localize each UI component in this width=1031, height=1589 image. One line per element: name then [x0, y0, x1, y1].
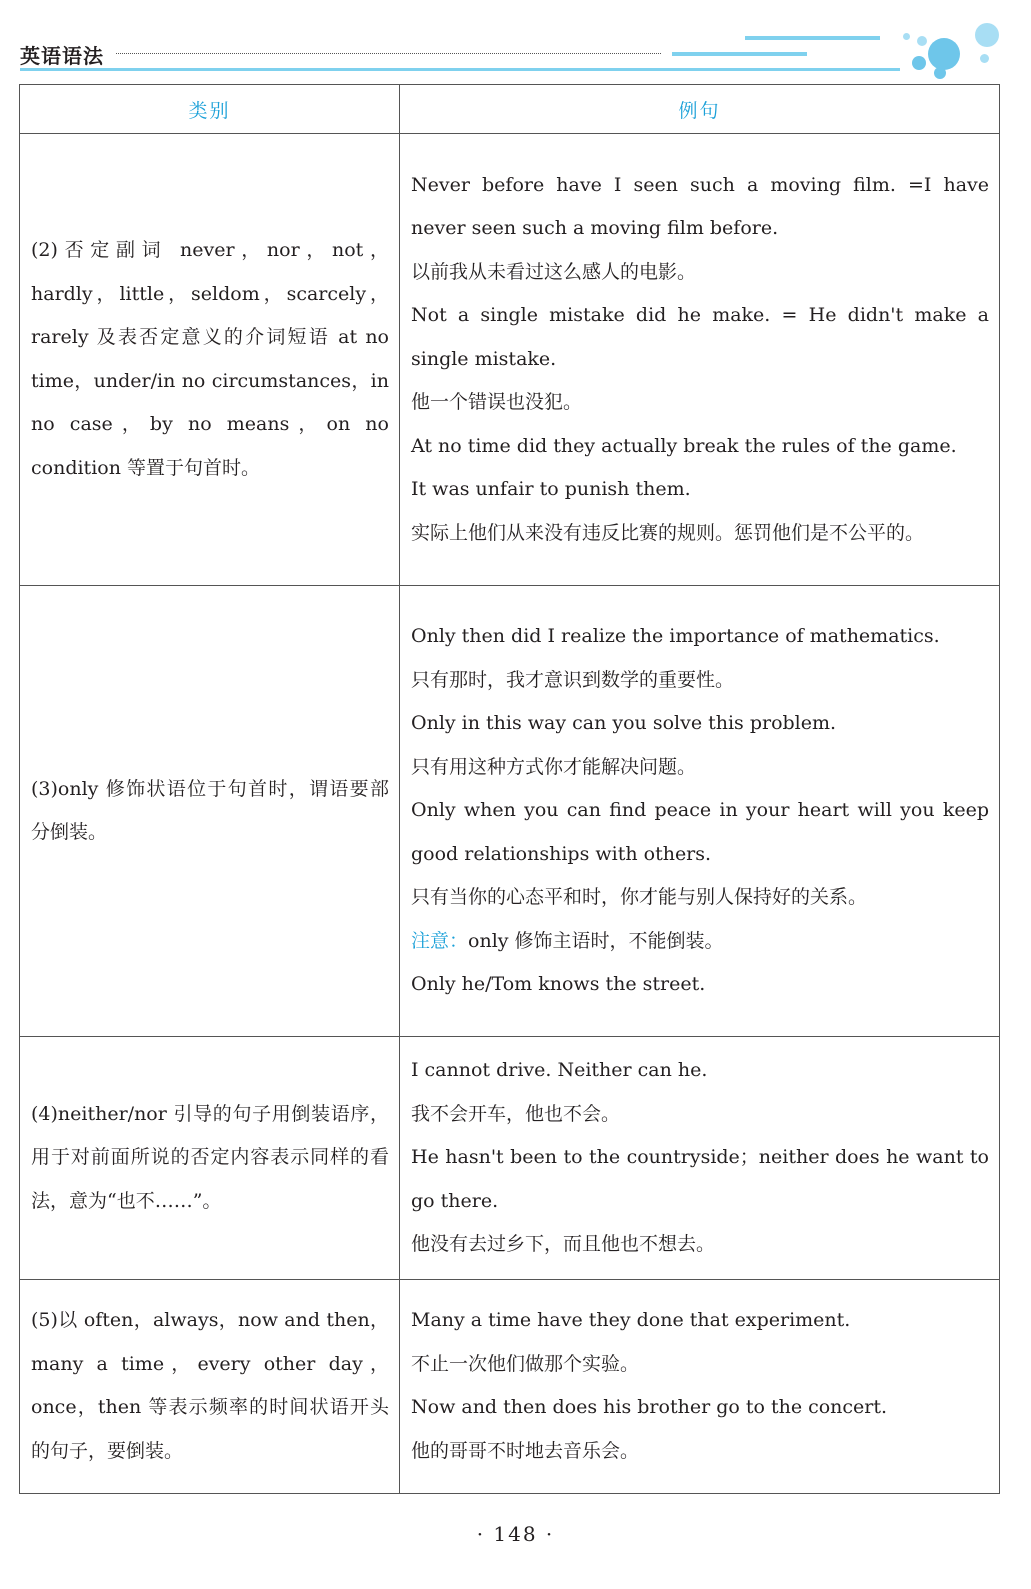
page-header	[0, 0, 1031, 85]
example-line: Only when you can find peace in your heart will you keep good relationships with others.	[411, 799, 989, 865]
category-cell: (5)以 often，always，now and then，many a time，every other day，once，then 等表示频率的时间状语开头的句子，要倒装。	[20, 1279, 400, 1493]
example-cell	[400, 134, 1000, 586]
example-cell	[400, 1037, 1000, 1280]
example-line: Only in this way can you solve this problem.	[411, 712, 837, 735]
example-line: 他一个错误也没犯。	[411, 391, 583, 414]
decor-bubble	[912, 56, 926, 70]
example-line: He hasn't been to the countryside；neither does he want to go there.	[411, 1146, 989, 1212]
column-header-example: 例句	[400, 85, 1000, 134]
header-accent-line-3	[20, 68, 900, 71]
decor-bubble	[917, 36, 927, 46]
decor-bubble	[934, 67, 946, 79]
table-row	[20, 586, 1000, 1037]
example-line: Not a single mistake did he make. = He didn't make a single mistake.	[411, 304, 989, 370]
example-line: Only he/Tom knows the street.	[411, 973, 706, 996]
example-line: 他没有去过乡下，而且他也不想去。	[411, 1233, 716, 1255]
note-label: 注意：	[411, 929, 469, 952]
example-line: Now and then does his brother go to the concert.	[411, 1396, 888, 1418]
example-line: 我不会开车，他也不会。	[411, 1102, 621, 1125]
grammar-table	[19, 84, 1000, 1494]
example-line: Only then did I realize the importance of mathematics.	[411, 625, 940, 648]
column-header-category: 类别	[20, 85, 400, 134]
book-title: 英语语法	[20, 44, 104, 68]
header-dotted-rule	[116, 53, 661, 54]
decor-bubble	[980, 54, 989, 63]
note-text: only 修饰主语时，不能倒装。	[468, 929, 724, 952]
example-line: Never before have I seen such a moving film. =I have never seen such a moving film before.	[411, 173, 989, 240]
example-line: 他的哥哥不时地去音乐会。	[411, 1439, 640, 1462]
decor-bubble	[975, 23, 999, 47]
example-line: 以前我从未看过这么感人的电影。	[411, 260, 697, 283]
example-line: 只有那时，我才意识到数学的重要性。	[411, 668, 735, 691]
example-line: 只有当你的心态平和时，你才能与别人保持好的关系。	[411, 886, 868, 909]
category-cell: (4)neither/nor 引导的句子用倒装语序，用于对前面所说的否定内容表示同样的看法，意为“也不……”。	[20, 1037, 400, 1280]
example-line: Many a time have they done that experiment.	[411, 1309, 851, 1331]
table-row	[20, 1037, 1000, 1280]
decor-bubble	[903, 33, 910, 40]
example-cell	[400, 1279, 1000, 1493]
example-cell	[400, 586, 1000, 1037]
example-line: 只有用这种方式你才能解决问题。	[411, 755, 697, 778]
category-cell: (2)否定副词 never，nor，not，hardly，little，seldom，scarcely，rarely 及表否定意义的介词短语 at no time，under/in no circumstances，in no case，by no means，on no condition 等置于句首时。	[20, 134, 400, 586]
header-accent-line-2	[672, 52, 807, 56]
example-line: At no time did they actually break the rules of the game.	[411, 434, 957, 457]
decor-bubble	[928, 38, 960, 70]
category-cell: (3)only 修饰状语位于句首时，谓语要部分倒装。	[20, 586, 400, 1037]
example-line: It was unfair to punish them.	[411, 478, 691, 501]
note-line	[411, 920, 989, 964]
table-row	[20, 134, 1000, 586]
table-row	[20, 1279, 1000, 1493]
table-header-row	[20, 85, 1000, 134]
example-line: 实际上他们从来没有违反比赛的规则。惩罚他们是不公平的。	[411, 521, 925, 544]
header-accent-line-1	[745, 36, 880, 40]
example-line: I cannot drive. Neither can he.	[411, 1059, 708, 1081]
example-line: 不止一次他们做那个实验。	[411, 1352, 640, 1375]
page-number: · 148 ·	[476, 1522, 555, 1546]
